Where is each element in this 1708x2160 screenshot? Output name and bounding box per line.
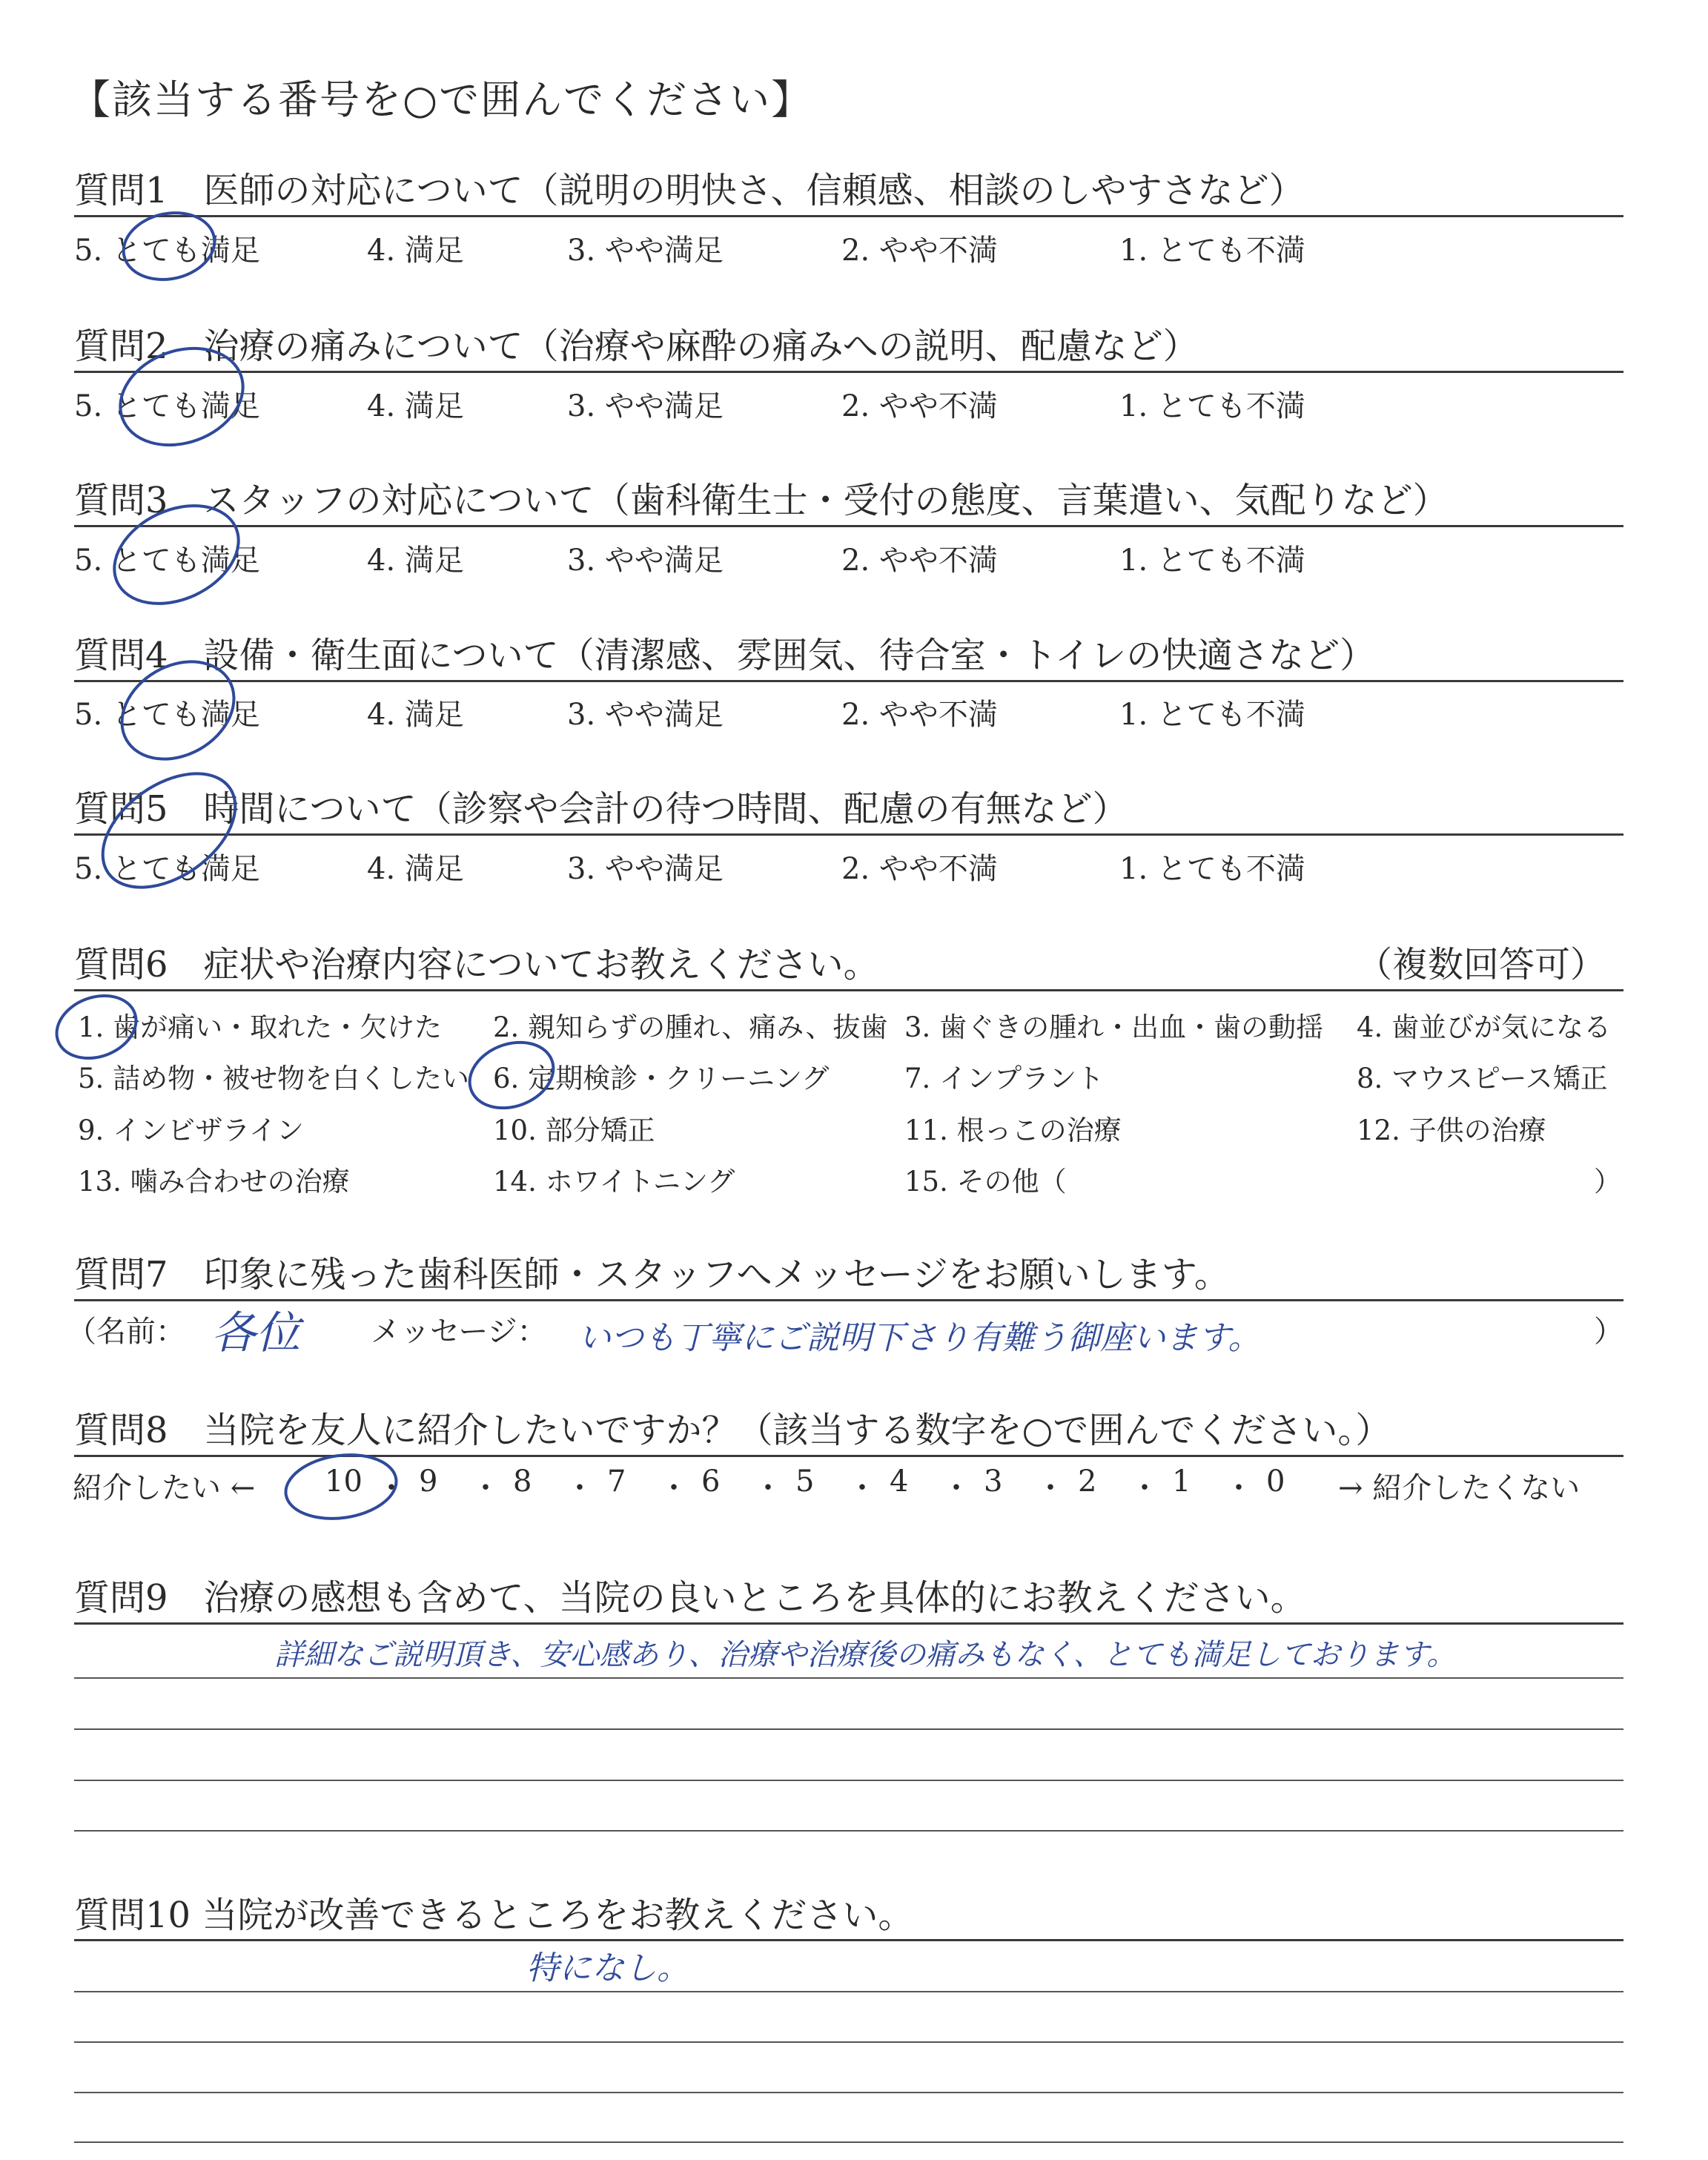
- q8-number-1[interactable]: 1: [1172, 1464, 1191, 1499]
- q8-left-label: 紹介したい ←: [73, 1471, 256, 1505]
- q9-answer-line-2: [74, 1728, 1623, 1730]
- q6-option-8[interactable]: 8. マウスピース矯正: [1357, 1063, 1608, 1094]
- q2-option-1[interactable]: 1. とても不満: [1119, 389, 1305, 423]
- q7-message-value[interactable]: いつも丁寧にご説明下さり有難う御座います。: [578, 1319, 1261, 1357]
- q5-title: 質問5 時間について（診察や会計の待つ時間、配慮の有無など）: [74, 788, 1128, 830]
- q8-rule: [74, 1455, 1623, 1457]
- q10-rule: [74, 1939, 1623, 1941]
- q10-title: 質問10 当院が改善できるところをお教えください。: [74, 1895, 914, 1936]
- q5-option-3[interactable]: 3. やや満足: [567, 852, 724, 886]
- q5-option-1[interactable]: 1. とても不満: [1119, 852, 1305, 886]
- q1-option-2[interactable]: 2. やや不満: [841, 234, 998, 268]
- q1-title: 質問1 医師の対応について（説明の明快さ、信頼感、相談のしやすさなど）: [74, 170, 1305, 211]
- q8-number-2[interactable]: 2: [1078, 1464, 1097, 1499]
- q1-rule: [74, 215, 1623, 217]
- q6-option-11[interactable]: 11. 根っこの治療: [904, 1114, 1122, 1146]
- q6-other-close-paren: ）: [1594, 1166, 1621, 1198]
- q8-separator: ・: [471, 1471, 500, 1505]
- q10-answer-line-3: [74, 2092, 1623, 2093]
- q2-option-5[interactable]: 5. とても満足: [74, 389, 260, 423]
- q6-option-9[interactable]: 9. インビザライン: [78, 1114, 304, 1146]
- q9-title: 質問9 治療の感想も含めて、当院の良いところを具体的にお教えください。: [74, 1577, 1306, 1619]
- q8-separator: ・: [753, 1471, 783, 1505]
- q6-option-1[interactable]: 1. 歯が痛い・取れた・欠けた: [78, 1011, 443, 1043]
- q8-number-6[interactable]: 6: [701, 1464, 721, 1499]
- q9-answer[interactable]: 詳細なご説明頂き、安心感あり、治療や治療後の痛みもなく、とても満足しております。: [274, 1638, 1457, 1672]
- q4-option-5[interactable]: 5. とても満足: [74, 698, 260, 732]
- q8-number-9[interactable]: 9: [419, 1464, 438, 1499]
- q6-note: （複数回答可）: [1357, 944, 1606, 985]
- q5-option-4[interactable]: 4. 満足: [367, 852, 464, 886]
- q6-option-13[interactable]: 13. 噛み合わせの治療: [78, 1166, 350, 1198]
- q3-option-2[interactable]: 2. やや不満: [841, 544, 998, 578]
- q6-rule: [74, 989, 1623, 991]
- q4-option-2[interactable]: 2. やや不満: [841, 698, 998, 732]
- q1-option-5[interactable]: 5. とても満足: [74, 234, 260, 268]
- q6-option-3[interactable]: 3. 歯ぐきの腫れ・出血・歯の動揺: [904, 1011, 1324, 1043]
- q6-option-5[interactable]: 5. 詰め物・被せ物を白くしたい: [78, 1063, 470, 1094]
- q9-rule: [74, 1622, 1623, 1625]
- q3-option-4[interactable]: 4. 満足: [367, 544, 464, 578]
- q8-separator: ・: [847, 1471, 877, 1505]
- q3-option-1[interactable]: 1. とても不満: [1119, 544, 1305, 578]
- q8-separator: ・: [659, 1471, 689, 1505]
- q6-option-7[interactable]: 7. インプラント: [904, 1063, 1105, 1094]
- q6-option-10[interactable]: 10. 部分矯正: [493, 1114, 655, 1146]
- q10-answer-line-4: [74, 2141, 1623, 2143]
- q7-message-label: メッセージ：: [371, 1315, 547, 1349]
- q10-answer-line-1: [74, 1991, 1623, 1992]
- q8-separator: ・: [941, 1471, 971, 1505]
- q2-option-2[interactable]: 2. やや不満: [841, 389, 998, 423]
- q4-title: 質問4 設備・衛生面について（清潔感、雰囲気、待合室・トイレの快適さなど）: [74, 635, 1376, 676]
- q9-answer-line-3: [74, 1780, 1623, 1781]
- q3-title: 質問3 スタッフの対応について（歯科衛生士・受付の態度、言葉遣い、気配りなど）: [74, 480, 1449, 521]
- q1-option-3[interactable]: 3. やや満足: [567, 234, 724, 268]
- q5-rule: [74, 833, 1623, 836]
- q8-number-4[interactable]: 4: [890, 1464, 909, 1499]
- q5-option-2[interactable]: 2. やや不満: [841, 852, 998, 886]
- q6-option-2[interactable]: 2. 親知らずの腫れ、痛み、抜歯: [493, 1011, 888, 1043]
- q8-number-8[interactable]: 8: [513, 1464, 532, 1499]
- q8-number-0[interactable]: 0: [1266, 1464, 1285, 1499]
- q8-separator: ・: [1036, 1471, 1065, 1505]
- q8-number-7[interactable]: 7: [607, 1464, 626, 1499]
- q3-rule: [74, 525, 1623, 527]
- q6-option-12[interactable]: 12. 子供の治療: [1357, 1114, 1546, 1146]
- q3-option-3[interactable]: 3. やや満足: [567, 544, 724, 578]
- q7-title: 質問7 印象に残った歯科医師・スタッフへメッセージをお願いします。: [74, 1254, 1230, 1295]
- q7-rule: [74, 1299, 1623, 1301]
- q10-answer-line-2: [74, 2041, 1623, 2043]
- q2-option-3[interactable]: 3. やや満足: [567, 389, 724, 423]
- q6-option-14[interactable]: 14. ホワイトニング: [493, 1166, 735, 1198]
- q7-name-value[interactable]: 各位: [211, 1307, 300, 1359]
- q8-number-3[interactable]: 3: [984, 1464, 1003, 1499]
- q6-option-4[interactable]: 4. 歯並びが気になる: [1357, 1011, 1612, 1043]
- q2-title: 質問2 治療の痛みについて（治療や麻酔の痛みへの説明、配慮など）: [74, 326, 1199, 367]
- q8-separator: ・: [1224, 1471, 1254, 1505]
- q8-right-label: → 紹介したくない: [1338, 1471, 1580, 1505]
- q8-title: 質問8 当院を友人に紹介したいですか？（該当する数字を○で囲んでください。）: [74, 1410, 1391, 1451]
- q1-option-4[interactable]: 4. 満足: [367, 234, 464, 268]
- q6-title: 質問6 症状や治療内容についてお教えください。: [74, 944, 879, 985]
- q7-close-paren: ）: [1594, 1315, 1623, 1349]
- q8-separator: ・: [565, 1471, 595, 1505]
- q7-name-label: （名前：: [67, 1315, 185, 1349]
- q6-option-6[interactable]: 6. 定期検診・クリーニング: [493, 1063, 830, 1094]
- q9-answer-line-1: [74, 1677, 1623, 1679]
- q5-option-5[interactable]: 5. とても満足: [74, 852, 260, 886]
- q8-number-5[interactable]: 5: [795, 1464, 815, 1499]
- q3-option-5[interactable]: 5. とても満足: [74, 544, 260, 578]
- q4-rule: [74, 680, 1623, 682]
- q10-answer[interactable]: 特になし。: [526, 1949, 689, 1987]
- q6-option-15[interactable]: 15. その他（: [904, 1166, 1067, 1198]
- q8-separator: ・: [1130, 1471, 1159, 1505]
- q2-option-4[interactable]: 4. 満足: [367, 389, 464, 423]
- q4-option-4[interactable]: 4. 満足: [367, 698, 464, 732]
- q9-answer-line-4: [74, 1830, 1623, 1832]
- q2-rule: [74, 371, 1623, 373]
- form-heading: 【該当する番号を○で囲んでください】: [70, 76, 813, 123]
- q8-separator: ・: [377, 1471, 406, 1505]
- q8-number-10[interactable]: 10: [325, 1464, 363, 1499]
- q1-option-1[interactable]: 1. とても不満: [1119, 234, 1305, 268]
- q4-option-1[interactable]: 1. とても不満: [1119, 698, 1305, 732]
- q4-option-3[interactable]: 3. やや満足: [567, 698, 724, 732]
